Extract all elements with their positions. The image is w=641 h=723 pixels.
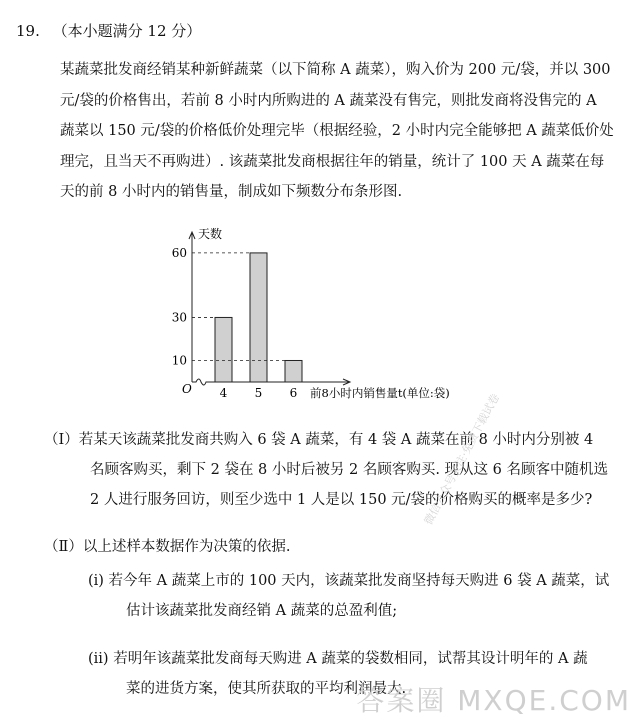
- part1-line: （Ⅰ）若某天该蔬菜批发商共购入 6 袋 A 蔬菜，有 4 袋 A 蔬菜在前 8 小时内分别被 4: [44, 432, 594, 448]
- question-number: 19.: [16, 22, 40, 40]
- intro-line: 蔬菜以 150 元/袋的价格低价处理完毕（根据经验，2 小时内完全能够把 A 蔬菜低价处: [60, 123, 614, 139]
- x-axis-label: 前8小时内销售量t(单位:袋): [310, 386, 450, 400]
- y-tick-label: 60: [171, 245, 187, 260]
- part-2-heading: [44, 532, 634, 562]
- score-note: （本小题满分 12 分）: [52, 22, 202, 40]
- x-tick-label: 5: [254, 386, 263, 400]
- watermark-side-text: 微信公众号关注·免费下载试卷: [421, 391, 503, 528]
- bar: [215, 317, 232, 382]
- intro-line: 元/袋的价格售出，若前 8 小时内所购进的 A 蔬菜没有售完，则批发商将没售完的 A: [60, 92, 597, 109]
- y-axis-label: 天数: [198, 227, 223, 241]
- frequency-bar-chart: [160, 222, 460, 418]
- intro-line: 某蔬菜批发商经销某种新鲜蔬菜（以下简称 A 蔬菜），购入价为 200 元/袋，并以 300: [60, 62, 611, 78]
- part2-i-line: 估计该蔬菜批发商经销 A 蔬菜的总盈利值;: [126, 603, 398, 619]
- y-tick-label: 30: [171, 310, 187, 325]
- part-1: [44, 425, 634, 515]
- part2-head: （Ⅱ）以上述样本数据作为决策的依据.: [44, 539, 291, 555]
- part1-line: 2 人进行服务回访，则至少选中 1 人是以 150 元/袋的价格购买的概率是多少?: [90, 492, 593, 508]
- intro-line: 理完，且当天不再购进）. 该蔬菜批发商根据往年的销量，统计了 100 天 A 蔬菜在每: [60, 153, 605, 170]
- part2-ii-line: (ii) 若明年该蔬菜批发商每天购进 A 蔬菜的袋数相同，试帮其设计明年的 A 蔬: [88, 651, 588, 667]
- origin-label: O: [182, 382, 192, 396]
- bar: [285, 360, 302, 382]
- part2-i-line: (i) 若今年 A 蔬菜上市的 100 天内，该蔬菜批发商坚持每天购进 6 袋 A 蔬菜，试: [88, 573, 610, 589]
- watermark-logo: 答案圈 MXQE.COM: [356, 684, 631, 717]
- x-tick-label: 6: [289, 386, 298, 400]
- bar: [250, 253, 267, 382]
- x-tick-label: 4: [219, 386, 228, 400]
- intro-line: 天的前 8 小时内的销售量，制成如下频数分布条形图.: [60, 184, 403, 200]
- y-tick-label: 10: [171, 353, 187, 368]
- question-header: [16, 20, 201, 41]
- part1-line: 名顾客购买，剩下 2 袋在 8 小时后被另 2 名顾客购买. 现从这 6 名顾客中随机选: [90, 462, 608, 478]
- question-intro: [60, 55, 632, 208]
- part2-ii-line: 菜的进货方案，使其所获取的平均利润最大.: [126, 681, 407, 697]
- part-2-i: [88, 566, 641, 626]
